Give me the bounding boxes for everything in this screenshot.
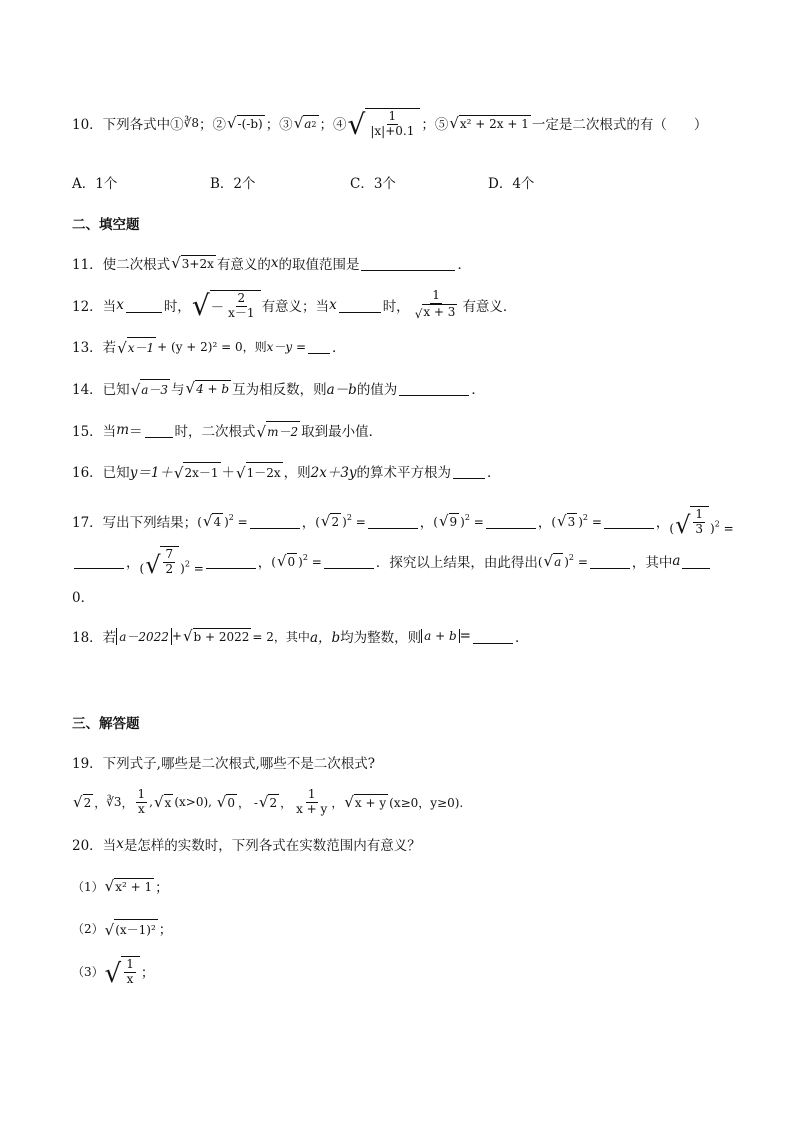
question-15: 15．当 m ＝ 时，二次根式 √ m－2 取到最小值． (72, 422, 383, 441)
question-20-part-1: （1） √ x² + 1 ； (72, 877, 169, 896)
answer-blank[interactable] (339, 298, 381, 313)
answer-blank[interactable] (399, 381, 469, 396)
answer-blank[interactable] (74, 554, 124, 569)
question-19: 19．下列式子,哪些是二次根式,哪些不是二次根式? (72, 756, 375, 772)
question-19-expressions: √ 2 ， ∛3 ， $\frac{1}{x}$ , √ x (x>0), √ 0 ， - √ 2 ， $\frac{1}{x + y}$ ， √ x + y (x≥0，y≥0). (73, 787, 464, 816)
choice-b[interactable]: B．2个 (210, 176, 256, 192)
question-17: 17．写出下列结果； ( √ 4 )$^2$ = ， ( √ 2 )$^2$ = ， ( √ 9 )$^2$ = ， ( √ 3 )$^2$ = ， ( √ $\frac{1}{3}$ )$^2$ = (72, 507, 734, 539)
answer-blank[interactable] (682, 554, 710, 569)
question-20-part-2: （2） √ (x－1)² ； (72, 920, 173, 939)
answer-blank[interactable] (308, 339, 330, 354)
question-20: 20．当 x 是怎样的实数时，下列各式在实数范围内有意义？ (72, 836, 421, 854)
answer-blank[interactable] (324, 554, 374, 569)
answer-blank[interactable] (368, 514, 418, 529)
answer-blank[interactable] (361, 256, 455, 271)
answer-blank[interactable] (126, 298, 162, 313)
question-12: 12．当 x 时， √ － $\frac{2}{x-1}$ 有意义；当 x 时， 1 √ x + 3 有意义． (72, 288, 517, 323)
answer-blank[interactable] (453, 464, 485, 479)
answer-blank[interactable] (145, 423, 173, 438)
question-10: 10．下列各式中① ∛8 ；② √ -(-b) ；③ √ a 2 ；④ √ $\frac{1}{|x|+0.1}$ ；⑤ √ x² + 2x + 1 一定是二次根式的有（ ） (72, 107, 708, 141)
question-17-line-3: 0． (72, 590, 95, 606)
section-title-fill-in: 二、填空题 (72, 217, 140, 233)
sqrt-fraction-abs-x: √ $\frac{1}{|x|+0.1}$ (348, 108, 421, 139)
section-title-solve: 三、解答题 (72, 716, 140, 732)
question-14: 14．已知 √ a－3 与 √ 4 + b 互为相反数，则 a－b 的值为 ． (72, 379, 485, 399)
answer-blank[interactable] (590, 554, 630, 569)
answer-blank[interactable] (486, 514, 536, 529)
sqrt-a-squared: √ a 2 (293, 114, 317, 133)
question-16: 16．已知 y＝1＋ √ 2x－1 ＋ √ 1－2x ，则 2x＋3y 的算术平方根为 ． (72, 463, 501, 482)
question-13: 13．若 √ x－1 + (y + 2)² = 0，则 x－y = ． (72, 338, 346, 357)
question-11: 11．使二次根式 √ 3+2x 有意义的 x 的取值范围是 ． (72, 254, 471, 273)
question-17-line-2: ， ( √ $\frac{7}{2}$ )$^2$ = ， ( √ 0 )$^2$ = ．探究以上结果，由此得出 ( √ a )$^2$ = ，其中 a (72, 546, 712, 577)
sqrt-neg-neg-b: √ -(-b) (226, 114, 263, 133)
sqrt-x2-2x-1: √ x² + 2x + 1 (449, 114, 529, 133)
answer-blank[interactable] (250, 514, 300, 529)
choice-c[interactable]: C．3个 (350, 176, 396, 192)
choice-d[interactable]: D．4个 (488, 176, 535, 192)
cube-root-8: ∛8 (183, 116, 199, 131)
choice-a[interactable]: A．1个 (72, 176, 118, 192)
answer-blank[interactable] (604, 514, 654, 529)
question-18: 18．若 a－2022 + √ b + 2022 = 2，其中 a，b 均为整数，则 a + b = ． (72, 627, 529, 646)
answer-blank[interactable] (473, 629, 513, 644)
question-20-part-3: （3） √ $\frac{1}{x}$ ； (72, 957, 155, 989)
answer-blank[interactable] (206, 554, 256, 569)
